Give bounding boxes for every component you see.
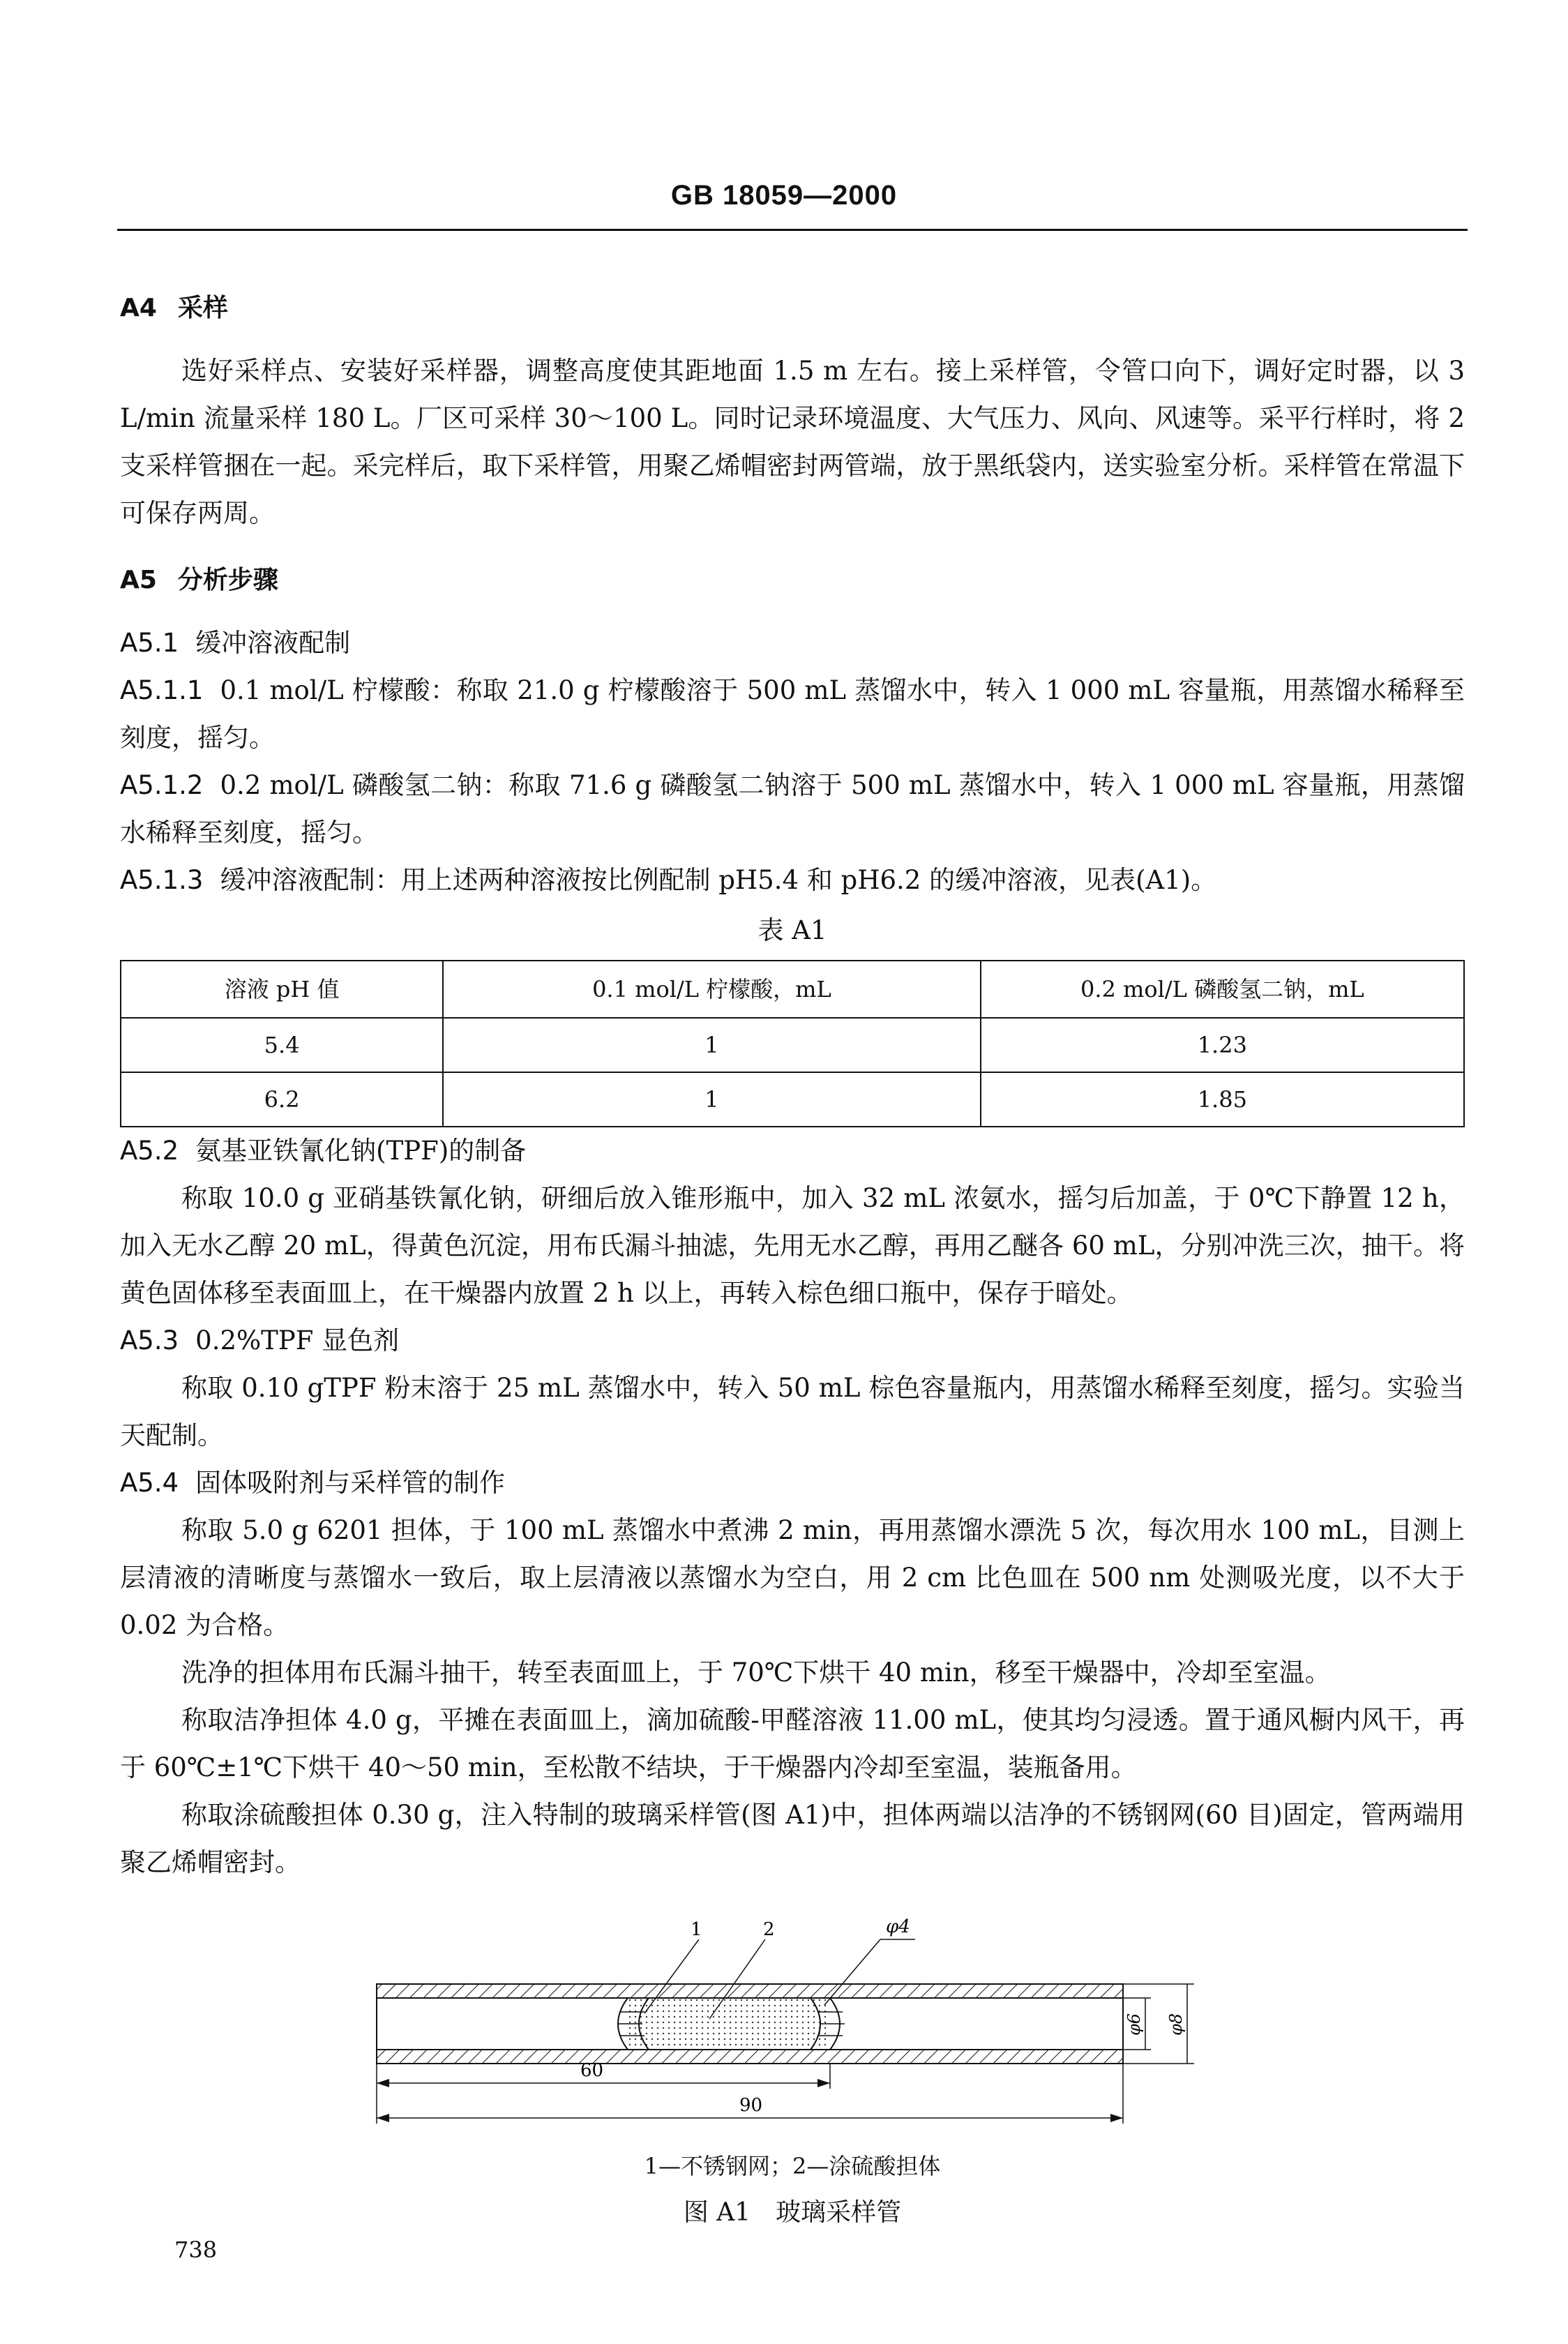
subsection-a5-4-paragraph: 洗净的担体用布氏漏斗抽干，转至表面皿上，于 70℃下烘干 40 min，移至干燥器中，冷却至室温。 (181, 1658, 1331, 1688)
subsection-number: A5.4 (120, 1468, 179, 1498)
section-a5-heading (120, 557, 1465, 604)
table-cell: 1.23 (981, 1018, 1464, 1072)
subsection-a5-1-3 (120, 857, 1465, 904)
table-header-cell: 0.2 mol/L 磷酸氢二钠，mL (981, 961, 1464, 1018)
adsorbent-packing (628, 1998, 830, 2050)
table-header-cell: 0.1 mol/L 柠檬酸，mL (443, 961, 980, 1018)
header-rule (117, 229, 1468, 231)
section-title: 采样 (177, 294, 228, 322)
subsection-number: A5.3 (120, 1325, 179, 1355)
subsection-a5-4-paragraph: 称取涂硫酸担体 0.30 g，注入特制的玻璃采样管(图 A1)中，担体两端以洁净的不锈钢网(60 目)固定，管两端用聚乙烯帽密封。 (120, 1800, 1465, 1877)
table-caption: 表 A1 (757, 915, 827, 945)
subsection-a5-3 (120, 1317, 1465, 1365)
page-number: 738 (174, 2237, 218, 2263)
subsection-a5-2-paragraph: 称取 10.0 g 亚硝基铁氰化钠，研细后放入锥形瓶中，加入 32 mL 浓氨水，摇匀后加盖，于 0℃下静置 12 h，加入无水乙醇 20 mL，得黄色沉淀，用布氏漏斗抽滤，先用无水乙醇，再用乙醚各 60 mL，分别冲洗三次，抽干。将黄色固体移至表面皿上，在干燥器内放置 2 h 以上，再转入棕色细口瓶中，保存于暗处。 (120, 1183, 1465, 1308)
subsection-title: 固体吸附剂与采样管的制作 (195, 1468, 506, 1498)
phi8-label: φ8 (1166, 2013, 1186, 2036)
subsection-a5-4 (120, 1459, 1465, 1507)
table-cell: 5.4 (121, 1018, 443, 1072)
dimension-90-label: 90 (739, 2095, 763, 2116)
callout-1-label: 1 (691, 1919, 702, 1940)
phi6-label: φ6 (1124, 2013, 1144, 2036)
subsection-title: 氨基亚铁氰化钠(TPF)的制备 (195, 1136, 527, 1166)
header-title: GB 18059—2000 (670, 180, 898, 211)
subsection-a5-4-paragraph: 称取 5.0 g 6201 担体，于 100 mL 蒸馏水中煮沸 2 min，再用蒸馏水漂洗 5 次，每次用水 100 mL，目测上层清液的清晰度与蒸馏水一致后，取上层清液以蒸馏水为空白，用 2 cm 比色皿在 500 nm 处测吸光度，以不大于 0.02 为合格。 (120, 1515, 1465, 1640)
figure-legend: 1—不锈钢网；2—涂硫酸担体 (644, 2153, 941, 2179)
subsection-a5-4-paragraph: 称取洁净担体 4.0 g，平摊在表面皿上，滴加硫酸-甲醛溶液 11.00 mL，使其均匀浸透。置于通风橱内风干，再于 60℃±1℃下烘干 40～50 min，至松散不结块，于干燥器内冷却至室温，装瓶备用。 (120, 1705, 1465, 1782)
table-a1 (120, 960, 1465, 1127)
subsection-a5-3-paragraph: 称取 0.10 gTPF 粉末溶于 25 mL 蒸馏水中，转入 50 mL 棕色容量瓶内，用蒸馏水稀释至刻度，摇匀。实验当天配制。 (120, 1373, 1465, 1450)
tube-wall-top (377, 1984, 1123, 1998)
subsection-title: 0.2%TPF 显色剂 (195, 1325, 400, 1355)
table-row (121, 1018, 1464, 1072)
subsection-a5-2 (120, 1127, 1465, 1175)
subsection-number: A5.1 (120, 628, 179, 658)
sampling-tube-diagram (120, 1914, 1465, 2144)
dimension-60-label: 60 (580, 2060, 604, 2081)
subsection-a5-1-2 (120, 762, 1465, 857)
section-number: A4 (120, 294, 157, 322)
subsection-text: 0.2 mol/L 磷酸氢二钠：称取 71.6 g 磷酸氢二钠溶于 500 mL 蒸馏水中，转入 1 000 mL 容量瓶，用蒸馏水稀释至刻度，摇匀。 (120, 770, 1465, 848)
subsection-number: A5.2 (120, 1136, 179, 1166)
subsection-a5-1-1 (120, 667, 1465, 762)
tube-wall-bottom (377, 2050, 1123, 2064)
figure-a1 (120, 1914, 1465, 2144)
figure-caption: 图 A1 玻璃采样管 (683, 2198, 902, 2227)
table-row (121, 1072, 1464, 1127)
subsection-number: A5.1.2 (120, 770, 204, 800)
table-header-row (121, 961, 1464, 1018)
document-body (120, 278, 1465, 2237)
table-cell: 1.85 (981, 1072, 1464, 1127)
subsection-title: 缓冲溶液配制 (195, 628, 351, 658)
section-a4-heading (120, 285, 1465, 332)
section-number: A5 (120, 566, 157, 594)
table-cell: 6.2 (121, 1072, 443, 1127)
subsection-a5-1 (120, 619, 1465, 667)
callout-2-label: 2 (763, 1919, 775, 1940)
subsection-text: 缓冲溶液配制：用上述两种溶液按比例配制 pH5.4 和 pH6.2 的缓冲溶液，见表(A1)。 (220, 865, 1217, 895)
subsection-text: 0.1 mol/L 柠檬酸：称取 21.0 g 柠檬酸溶于 500 mL 蒸馏水中，转入 1 000 mL 容量瓶，用蒸馏水稀释至刻度，摇匀。 (120, 675, 1465, 753)
table-cell: 1 (443, 1072, 980, 1127)
subsection-number: A5.1.1 (120, 675, 204, 705)
table-header-cell: 溶液 pH 值 (121, 961, 443, 1018)
table-cell: 1 (443, 1018, 980, 1072)
phi4-label: φ4 (886, 1916, 910, 1937)
section-a4-paragraph: 选好采样点、安装好采样器，调整高度使其距地面 1.5 m 左右。接上采样管，令管口向下，调好定时器，以 3 L/min 流量采样 180 L。厂区可采样 30～100 L。同时记录环境温度、大气压力、风向、风速等。采平行样时，将 2 支采样管捆在一起。采完样后，取下采样管，用聚乙烯帽密封两管端，放于黑纸袋内，送实验室分析。采样管在常温下可保存两周。 (120, 356, 1465, 528)
section-title: 分析步骤 (177, 566, 278, 594)
subsection-number: A5.1.3 (120, 865, 204, 895)
